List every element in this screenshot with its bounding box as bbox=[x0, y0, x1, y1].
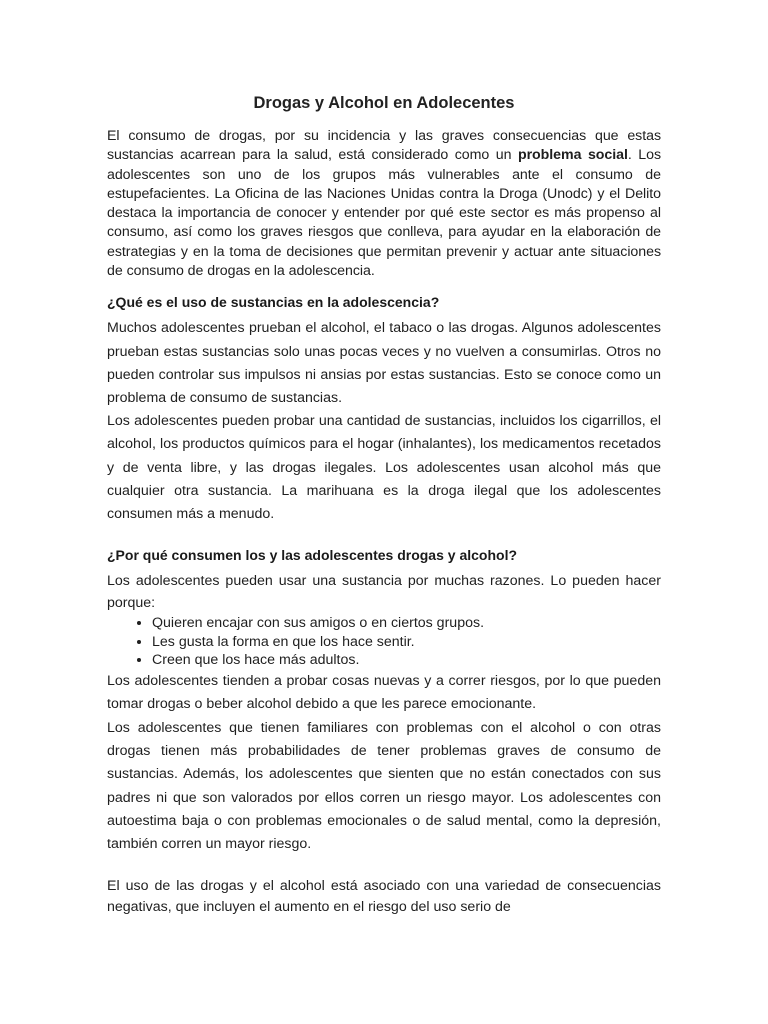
depression-link[interactable]: depresión bbox=[594, 812, 658, 829]
intro-text-start: El consumo de drogas, por su incidencia y las graves consecuencias que estas sustancias acarrean para la salud, está considerado como un bbox=[107, 128, 661, 164]
section2-paragraph-1: Los adolescentes tienden a probar cosas nuevas y a correr riesgos, por lo que pueden tomar drogas o beber alcohol debido a que les parece emocionante. bbox=[107, 673, 661, 713]
section1-paragraph-1: Muchos adolescentes prueban el alcohol, el tabaco o las drogas. Algunos adolescentes prueban estas sustancias solo unas pocas veces y no vuelven a consumirlas. Otros no pueden controlar sus impulsos ni ansias por estas sustancias. Esto se conoce como un problema de consumo de sustancias. bbox=[107, 320, 661, 406]
section1-heading: ¿Qué es el uso de sustancias en la adolescencia? bbox=[107, 294, 440, 311]
list-item: • Creen que los hace más adultos. bbox=[152, 651, 661, 669]
closing-paragraph: El uso de las drogas y el alcohol está asociado con una variedad de consecuencias negativas, que incluyen el aumento en el riesgo del uso serio de bbox=[107, 878, 661, 915]
list-item: • Quieren encajar con sus amigos o en ciertos grupos. bbox=[152, 614, 661, 632]
list-item: • Les gusta la forma en que los hace sentir. bbox=[152, 633, 661, 651]
section1-paragraph-2: Los adolescentes pueden probar una cantidad de sustancias, incluidos los cigarrillos, el alcohol, los productos químicos para el hogar (inhalantes), los medicamentos recetados y de venta libre, y las drogas ilegales. Los adolescentes usan alcohol más que cualquier otra sustancia. La marihuana es la droga ilegal que los adolescentes consumen más a menudo. bbox=[107, 413, 661, 522]
document-page bbox=[107, 0, 661, 917]
section2-paragraph-2-end: , también corren un mayor riesgo. bbox=[107, 812, 661, 853]
section2-paragraph-2 bbox=[107, 717, 661, 857]
reasons-list bbox=[107, 614, 661, 669]
document-title: Drogas y Alcohol en Adolecentes bbox=[253, 94, 515, 112]
intro-paragraph bbox=[107, 127, 661, 281]
intro-text-end: . Los adolescentes son uno de los grupos más vulnerables ante el consumo de estupefacientes. La Oficina de las Naciones Unidas contra la Droga (Unodc) y el Delito destaca la importancia de conocer y entender por qué este sector es más propenso al consumo, así como los graves riesgos que conlleva, para ayudar en la elaboración de estrategias y en la toma de decisiones que permitan prevenir y actuar ante situaciones de consumo de drogas en la adolescencia. bbox=[107, 147, 661, 280]
section2-heading: ¿Por qué consumen los y las adolescentes drogas y alcohol? bbox=[107, 547, 518, 564]
intro-bold-term: problema social bbox=[517, 147, 628, 164]
section2-paragraph-2-start: Los adolescentes que tienen familiares con problemas con el alcohol o con otras drogas tienen más probabilidades de tener problemas graves de consumo de sustancias. Además, los adolescentes que sienten que no están conectados con sus padres ni que son valorados por ellos corren un riesgo mayor. Los adolescentes con autoestima baja o con problemas emocionales o de salud mental, como la bbox=[107, 719, 661, 829]
section2-lead: Los adolescentes pueden usar una sustancia por muchas razones. Lo pueden hacer porque: bbox=[107, 573, 661, 611]
